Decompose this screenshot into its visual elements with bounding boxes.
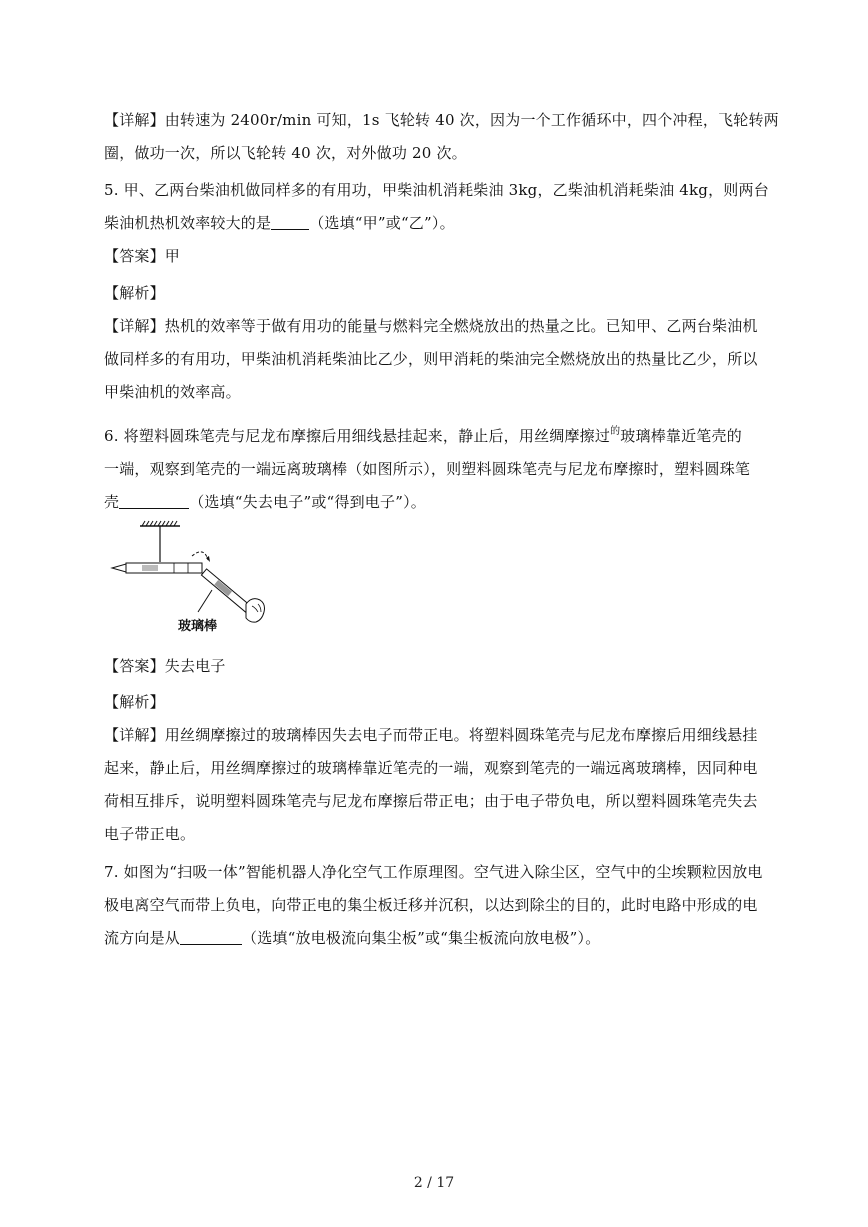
- text-segment: （选填“失去电子”或“得到电子”）。: [189, 493, 426, 511]
- text-line: 电子带正电。: [104, 825, 196, 843]
- text-line: 荷相互排斥，说明塑料圆珠笔壳与尼龙布摩擦后带正电；由于电子带负电，所以塑料圆珠笔壳失去: [104, 792, 758, 810]
- answer-q6: [104, 650, 768, 683]
- answer-blank[interactable]: [180, 929, 242, 945]
- explanation-q6: [104, 719, 768, 851]
- text-line: 一端，观察到笔壳的一端远离玻璃棒（如图所示），则塑料圆珠笔壳与尼龙布摩擦时，塑料圆珠笔: [104, 460, 751, 478]
- pen-and-glass-rod-figure: [108, 520, 278, 640]
- text-segment: 玻璃棒靠近笔壳的: [620, 427, 742, 445]
- text-line: 【详解】用丝绸摩擦过的玻璃棒因失去电子而带正电。将塑料圆珠笔壳与尼龙布摩擦后用细线悬挂: [104, 726, 758, 744]
- text-segment: 壳: [104, 493, 120, 511]
- text-line: 做同样多的有用功，甲柴油机消耗柴油比乙少，则甲消耗的柴油完全燃烧放出的热量比乙少，所以: [104, 350, 758, 368]
- answer-blank[interactable]: [119, 493, 189, 509]
- analysis-heading-q6: [104, 686, 768, 719]
- text-segment: 流方向是从: [104, 929, 181, 947]
- text-line: 甲柴油机的效率高。: [104, 383, 241, 401]
- text-line-with-blank: [104, 207, 768, 240]
- text-line: 【解析】: [104, 284, 165, 302]
- explanation-q4: [104, 104, 779, 170]
- question-5: [104, 174, 768, 240]
- text-line: 7. 如图为“扫吸一体”智能机器人净化空气工作原理图。空气进入除尘区，空气中的尘埃颗粒因放电: [104, 863, 763, 881]
- answer-q5: [104, 240, 768, 273]
- text-segment: （选填“放电极流向集尘板”或“集尘板流向放电极”）。: [242, 929, 601, 947]
- text-line: [104, 415, 768, 453]
- text-segment: 6. 将塑料圆珠笔壳与尼龙布摩擦后用细线悬挂起来，静止后，用丝绸摩擦过: [104, 427, 611, 445]
- answer-blank[interactable]: [271, 214, 309, 230]
- text-line: 【详解】由转速为 2400r/min 可知，1s 飞轮转 40 次，因为一个工作循环中，四个冲程，飞轮转两: [104, 111, 779, 129]
- text-segment: （选填“甲”或“乙”）。: [309, 214, 455, 232]
- text-line: 极电离空气而带上负电，向带正电的集尘板迁移并沉积，以达到除尘的目的，此时电路中形成的电: [104, 896, 758, 914]
- text-line: 【详解】热机的效率等于做有用功的能量与燃料完全燃烧放出的热量之比。已知甲、乙两台柴油机: [104, 317, 758, 335]
- text-line: 【答案】失去电子: [104, 657, 226, 675]
- explanation-q5: [104, 310, 768, 409]
- question-6: [104, 415, 768, 519]
- analysis-heading-q5: [104, 277, 768, 310]
- text-line: 【答案】甲: [104, 247, 181, 265]
- text-line: 起来，静止后，用丝绸摩擦过的玻璃棒靠近笔壳的一端，观察到笔壳的一端远离玻璃棒，因同种电: [104, 759, 758, 777]
- text-segment: 柴油机热机效率较大的是: [104, 214, 272, 232]
- text-line: 【解析】: [104, 693, 165, 711]
- text-line-with-blank: [104, 922, 768, 955]
- text-line: 圈，做功一次，所以飞轮转 40 次，对外做功 20 次。: [104, 144, 467, 162]
- text-line-with-blank: [104, 486, 768, 519]
- figure-label-glass-rod: 玻璃棒: [178, 619, 218, 634]
- superscript-char: 的: [610, 426, 621, 437]
- page-number: 2 / 17: [413, 1175, 455, 1191]
- text-line: 5. 甲、乙两台柴油机做同样多的有用功，甲柴油机消耗柴油 3kg，乙柴油机消耗柴油 4kg，则两台: [104, 181, 769, 199]
- question-7: [104, 856, 768, 955]
